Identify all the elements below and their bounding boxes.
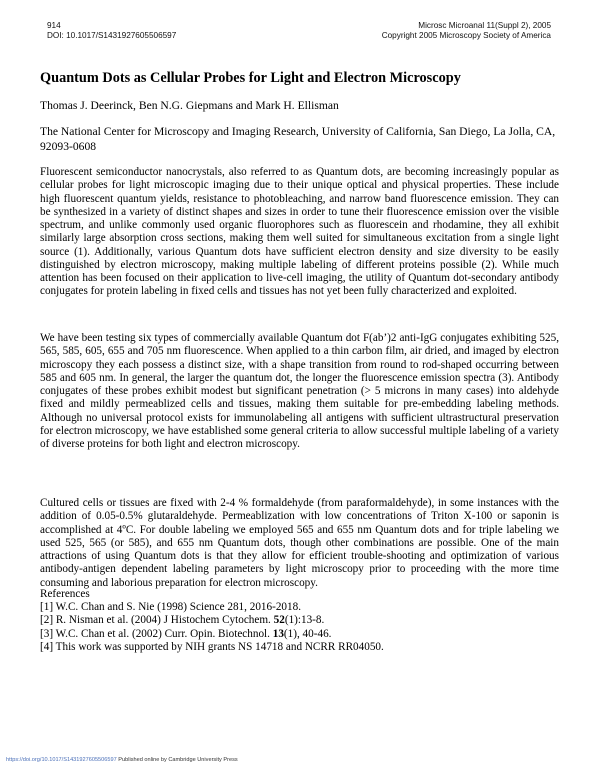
body-paragraph-1: Fluorescent semiconductor nanocrystals, also referred to as Quantum dots, are becoming increasingly popular as cellular probes for light microscopic imaging due to their unique optical and physical properties. These include high fluorescent quantum yields, resistance to photobleaching, and narrow band fluorescence emission. They can be synthesized in a variety of distinct shapes and sizes in order to tune their fluorescence emission over the visible spectrum, and unlike commonly used organic fluorophores such as fluorescein and rhodamine, they all exhibit similarly large absorption cross sections, making them well suited for simultaneous excitation from a single light source (1). Additionally, various Quantum dots have sufficient electron density and size diversity to be easily distinguished by electron microscopy, making multiple labeling of different proteins possible (2). While much attention has been focused on their application to live-cell imaging, the utility of Quantum dot-secondary antibody conjugates for protein labeling in fixed cells and tissues has not yet been fully characterized and exploited. — [40, 166, 559, 298]
copyright-notice: Copyright 2005 Microscopy Society of America — [381, 31, 551, 40]
references-heading: References — [40, 588, 90, 600]
doi-label: DOI: 10.1017/S1431927605506597 — [47, 31, 177, 40]
page-number: 914 — [47, 21, 61, 30]
doi-link[interactable]: https://doi.org/10.1017/S1431927605506597 — [6, 757, 117, 763]
journal-citation: Microsc Microanal 11(Suppl 2), 2005 — [418, 21, 551, 30]
reference-item: [2] R. Nisman et al. (2004) J Histochem Cytochem. 52(1):13-8. — [40, 614, 325, 627]
body-paragraph-3: Cultured cells or tissues are fixed with 2-4 % formaldehyde (from paraformaldehyde), in some instances with the addition of 0.05-0.5% glutaraldehyde. Permeablization with low concentrations of Triton X-100 or saponin is accomplished at 4ºC. For double labeling we employed 565 and 655 nm Quantum dots and for triple labeling we used 525, 565 (or 585), and 655 nm Quantum dots, though other combinations are possible. One of the main attractions of using Quantum dots is that they allow for efficient trouble-shooting and optimization of various antibody-antigen dependent labeling parameters by light microscopy prior to proceeding with the more time consuming and laborious preparation for electron microscopy. — [40, 497, 559, 589]
references-section — [40, 588, 384, 654]
reference-item: [3] W.C. Chan et al. (2002) Curr. Opin. Biotechnol. 13(1), 40-46. — [40, 627, 332, 640]
reference-item: [1] W.C. Chan and S. Nie (1998) Science 281, 2016-2018. — [40, 601, 302, 614]
reference-item: [4] This work was supported by NIH grants NS 14718 and NCRR RR04050. — [40, 640, 384, 653]
publisher-note: Published online by Cambridge University Press — [116, 757, 238, 763]
body-paragraph-2: We have been testing six types of commercially available Quantum dot F(ab’)2 anti-IgG conjugates exhibiting 525, 565, 585, 605, 655 and 705 nm fluorescence. When applied to a thin carbon film, air dried, and imaged by electron microscopy they each possess a distinct size, with a shape transition from round to rod-shaped occurring between 585 and 605 nm. In general, the larger the quantum dot, the longer the fluorescence emission spectra (3). Antibody conjugates of these probes exhibit modest but significant penetration (> 5 microns in many cases) into aldehyde fixed and mildly permeablized cells and tissues, making them suitable for pre-embedding labeling methods. Although no universal protocol exists for immunolabeling all antigens with sufficient ultrastructural preservation for electron microscopy, we have established some general criteria to allow successful multiple labeling of a variety of diverse proteins for both light and electron microscopy. — [40, 332, 559, 450]
page-header-left — [47, 21, 176, 41]
author-affiliation: The National Center for Microscopy and Imaging Research, University of California, San Diego, La Jolla, CA, 92093-0608 — [40, 125, 556, 153]
page-header-right — [382, 21, 551, 41]
article-title: Quantum Dots as Cellular Probes for Light and Electron Microscopy — [40, 70, 461, 86]
article-authors: Thomas J. Deerinck, Ben N.G. Giepmans and Mark H. Ellisman — [40, 99, 339, 112]
page-footer — [6, 757, 238, 763]
